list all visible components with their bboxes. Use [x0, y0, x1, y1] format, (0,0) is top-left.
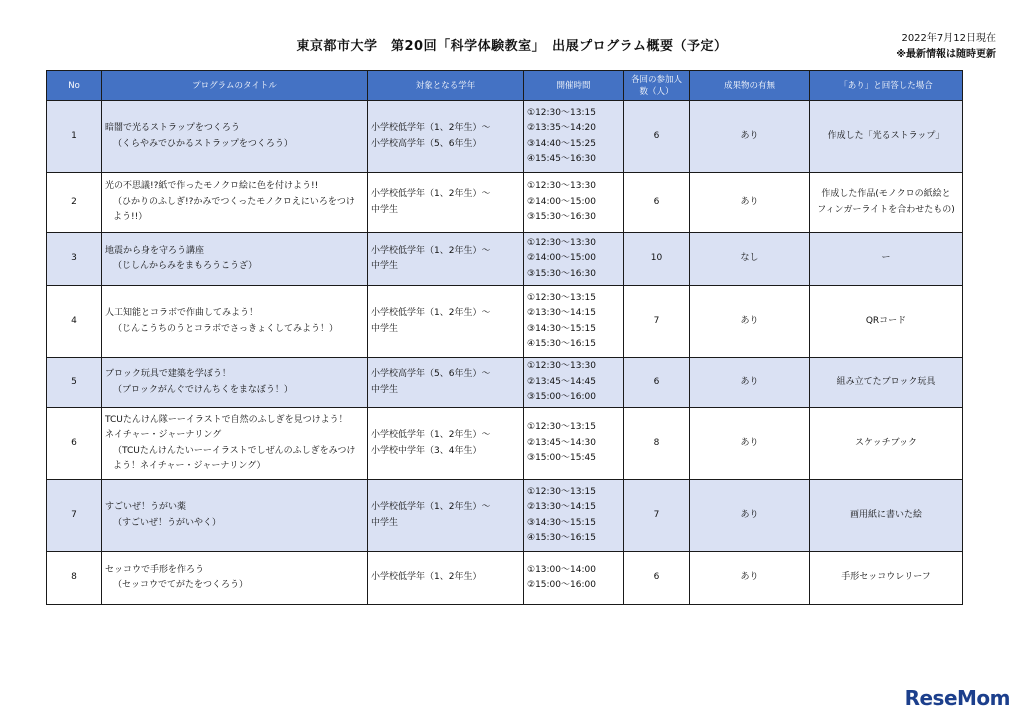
- resemom-logo: ReseMom: [904, 686, 1010, 710]
- time-slot: ①12:30～13:15: [527, 486, 596, 497]
- time-slot: ②13:45～14:45: [527, 376, 596, 387]
- cell-times: [524, 408, 624, 480]
- program-title-reading: （セッコウでてがたをつくろう）: [113, 580, 249, 590]
- cell-title: [102, 286, 368, 358]
- detail-line: QRコード: [865, 315, 907, 326]
- table-row: [47, 286, 963, 358]
- detail-line: ー: [881, 253, 891, 264]
- time-slot: ②13:30～14:15: [527, 502, 596, 512]
- grade-line: 中学生: [371, 517, 399, 528]
- cell-title: [102, 173, 368, 233]
- grade-line: 小学校中学年（3、4年生）: [371, 445, 482, 456]
- cell-times: [524, 552, 624, 605]
- cell-count: 6: [624, 101, 690, 173]
- program-title-reading: （ひかりのふしぎ!?かみでつくったモノクロえにいろをつけ: [113, 196, 355, 207]
- page-title: 東京都市大学 第20回「科学体験教室」 出展プログラム概要（予定）: [296, 39, 728, 54]
- cell-grade: [368, 408, 524, 480]
- program-title: 人工知能とコラボで作曲してみよう！: [105, 308, 259, 318]
- cell-product: なし: [690, 233, 810, 286]
- time-slot: ②13:30～14:15: [527, 308, 596, 318]
- cell-no: 2: [47, 173, 102, 233]
- grade-line: 小学校低学年（1、2年生）～: [371, 308, 491, 318]
- cell-title: [102, 480, 368, 552]
- cell-no: 3: [47, 233, 102, 286]
- time-slot: ①12:30～13:30: [527, 361, 596, 372]
- time-slot: ②14:00～15:00: [527, 253, 596, 264]
- time-slot: ②15:00～16:00: [527, 580, 596, 590]
- time-slot: ①12:30～13:30: [527, 181, 596, 192]
- cell-detail: [810, 358, 963, 408]
- cell-grade: [368, 286, 524, 358]
- grade-line: 中学生: [371, 204, 399, 215]
- program-table: [46, 70, 963, 605]
- time-slot: ③15:00～16:00: [527, 392, 596, 403]
- program-title-reading: （じしんからみをまもろうこうざ）: [113, 261, 258, 271]
- program-title-reading: （TCUたんけんたいーーイラストでしぜんのふしぎをみつけ: [113, 445, 356, 456]
- time-slot: ①13:00～14:00: [527, 564, 596, 575]
- cell-no: 5: [47, 358, 102, 408]
- cell-title: [102, 408, 368, 480]
- time-slot: ①12:30～13:15: [527, 107, 596, 118]
- detail-line: 画用紙に書いた絵: [849, 509, 922, 520]
- cell-title: [102, 552, 368, 605]
- cell-times: [524, 173, 624, 233]
- grade-line: 小学校低学年（1、2年生）～: [371, 430, 491, 440]
- time-slot: ②14:00～15:00: [527, 196, 596, 207]
- grade-line: 小学校低学年（1、2年生）～: [371, 123, 491, 133]
- cell-title: [102, 358, 368, 408]
- cell-no: 8: [47, 552, 102, 605]
- cell-count: 10: [624, 233, 690, 286]
- program-title-reading: よう!!）: [113, 212, 148, 223]
- program-title-reading: （じんこうちのうとコラボでさっきょくしてみよう！）: [113, 323, 339, 334]
- program-title: ネイチャー・ジャーナリング: [105, 430, 222, 440]
- table-row: [47, 552, 963, 605]
- table-row: [47, 408, 963, 480]
- cell-count: 6: [624, 173, 690, 233]
- cell-count: 8: [624, 408, 690, 480]
- cell-product: あり: [690, 286, 810, 358]
- time-slot: ③14:30～15:15: [527, 323, 596, 334]
- program-title-reading: （くらやみでひかるストラップをつくろう）: [113, 138, 293, 149]
- update-note: ※最新情報は随時更新: [896, 49, 996, 60]
- time-slot: ④15:45～16:30: [527, 154, 596, 164]
- grade-line: 小学校低学年（1、2年生）～: [371, 189, 491, 199]
- program-title: 光の不思議!?紙で作ったモノクロ絵に色を付けよう!!: [105, 181, 319, 192]
- grade-line: 中学生: [371, 384, 399, 395]
- time-slot: ②13:35～14:20: [527, 123, 596, 133]
- detail-line: 作成した「光るストラップ」: [827, 130, 945, 141]
- detail-line: スケッチブック: [855, 437, 917, 448]
- cell-grade: [368, 552, 524, 605]
- cell-count: 6: [624, 552, 690, 605]
- header-title: プログラムのタイトル: [102, 71, 368, 101]
- cell-detail: [810, 101, 963, 173]
- cell-product: あり: [690, 480, 810, 552]
- table-row: [47, 233, 963, 286]
- grade-line: 中学生: [371, 323, 399, 334]
- document-meta: [896, 31, 996, 63]
- as-of-date: 2022年7月12日現在: [901, 33, 996, 44]
- program-title: 地震から身を守ろう講座: [105, 245, 205, 256]
- time-slot: ③14:30～15:15: [527, 517, 596, 528]
- cell-detail: [810, 233, 963, 286]
- cell-grade: [368, 358, 524, 408]
- time-slot: ③14:40～15:25: [527, 138, 596, 149]
- cell-count: 6: [624, 358, 690, 408]
- cell-title: [102, 101, 368, 173]
- grade-line: 小学校低学年（1、2年生）～: [371, 502, 491, 512]
- cell-times: [524, 286, 624, 358]
- program-title-reading: （ブロックがんぐでけんちくをまなぼう！）: [113, 384, 293, 395]
- grade-line: 小学校高学年（5、6年生）～: [371, 369, 491, 379]
- detail-line: フィンガーライトを合わせたもの): [817, 204, 955, 215]
- program-title-reading: （すごいぜ！うがいやく）: [113, 517, 222, 528]
- detail-line: 作成した作品(モノクロの紙絵と: [821, 189, 951, 199]
- table-row: [47, 101, 963, 173]
- program-title-reading: よう！ネイチャー・ジャーナリング）: [113, 461, 266, 471]
- cell-no: 4: [47, 286, 102, 358]
- cell-product: あり: [690, 101, 810, 173]
- cell-product: あり: [690, 358, 810, 408]
- time-slot: ①12:30～13:15: [527, 292, 596, 303]
- time-slot: ④15:30～16:15: [527, 339, 596, 349]
- program-title: セッコウで手形を作ろう: [105, 564, 205, 575]
- grade-line: 小学校低学年（1、2年生）～: [371, 245, 491, 256]
- cell-no: 7: [47, 480, 102, 552]
- cell-count: 7: [624, 480, 690, 552]
- cell-title: [102, 233, 368, 286]
- time-slot: ①12:30～13:30: [527, 237, 596, 248]
- cell-grade: [368, 233, 524, 286]
- program-title: すごいぜ！うがい薬: [105, 502, 187, 512]
- header-count: 各回の参加人数（人）: [624, 71, 690, 101]
- table-row: [47, 173, 963, 233]
- cell-grade: [368, 101, 524, 173]
- cell-grade: [368, 173, 524, 233]
- time-slot: ④15:30～16:15: [527, 533, 596, 543]
- cell-grade: [368, 480, 524, 552]
- cell-detail: [810, 480, 963, 552]
- grade-line: 小学校高学年（5、6年生）: [371, 138, 482, 149]
- cell-no: 6: [47, 408, 102, 480]
- cell-no: 1: [47, 101, 102, 173]
- program-title: ブロック玩具で建築を学ぼう！: [105, 369, 231, 379]
- time-slot: ②13:45～14:30: [527, 437, 596, 448]
- grade-line: 中学生: [371, 261, 399, 271]
- table-row: [47, 480, 963, 552]
- cell-detail: [810, 408, 963, 480]
- cell-product: あり: [690, 173, 810, 233]
- cell-detail: [810, 552, 963, 605]
- program-title: 暗闇で光るストラップをつくろう: [105, 123, 240, 133]
- cell-detail: [810, 173, 963, 233]
- program-title: TCUたんけん隊ーーイラストで自然のふしぎを見つけよう！: [105, 414, 348, 425]
- header-no: No: [47, 71, 102, 101]
- header-detail: 「あり」と回答した場合: [810, 71, 963, 101]
- header-grade: 対象となる学年: [368, 71, 524, 101]
- cell-product: あり: [690, 552, 810, 605]
- grade-line: 小学校低学年（1、2年生）: [371, 572, 482, 583]
- time-slot: ③15:30～16:30: [527, 268, 596, 279]
- cell-times: [524, 233, 624, 286]
- cell-times: [524, 101, 624, 173]
- time-slot: ③15:30～16:30: [527, 212, 596, 223]
- cell-count: 7: [624, 286, 690, 358]
- detail-line: 組み立てたブロック玩具: [836, 376, 936, 387]
- time-slot: ①12:30～13:15: [527, 422, 596, 433]
- table-row: [47, 358, 963, 408]
- time-slot: ③15:00～15:45: [527, 453, 596, 464]
- cell-times: [524, 358, 624, 408]
- cell-times: [524, 480, 624, 552]
- table-header-row: [47, 71, 963, 101]
- header-product: 成果物の有無: [690, 71, 810, 101]
- header-times: 開催時間: [524, 71, 624, 101]
- cell-detail: [810, 286, 963, 358]
- cell-product: あり: [690, 408, 810, 480]
- detail-line: 手形セッコウレリーフ: [841, 572, 931, 583]
